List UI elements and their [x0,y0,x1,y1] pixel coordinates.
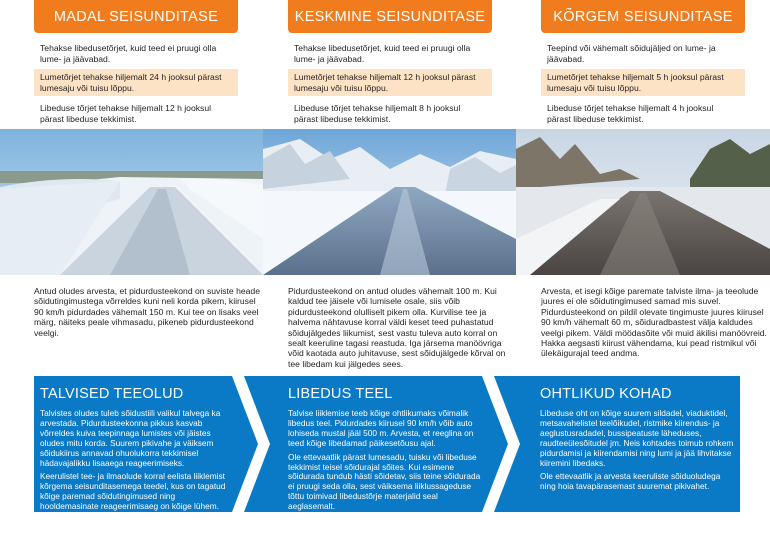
level-medium-text-1: Tehakse libedusetõrjet, kuid teed ei pruugi olla lume- ja jäävabad. [294,43,471,64]
slippery-road-text-2: Ole ettevaatlik pärast lumesadu, tuisku või libeduse tekkimist teisel sõidurajal sõites. Kui esimene sõidurada tundub hästi sõidetav, siis teine sõidurada ei pruugi seda olla, sest väiksema liiklussageduse tõttu toimivad libedustõrje materjalid seal aeglasemalt. [288,451,481,512]
level-low-text-3: Libeduse tõrjet tehakse hiljemalt 12 h jooksul pärast libeduse tekkimist. [40,103,212,124]
level-high-text-1: Teepind või vähemalt sõidujäljed on lume- ja jäävabad. [547,43,716,64]
dangerous-places-text-2: Ole ettevaatlik ja arvesta keeruliste sõiduoludega ning hoia tavapärasemast suuremat pikivahet. [540,471,721,492]
photo-low-level-road [0,129,263,275]
level-low-description: Antud oludes arvesta, et pidurdusteekond on suviste heade sõidutingimustega võrreldes kuni neli korda pikem, kiirusel 90 km/h pidurdades vähemalt 150 m. Kui tee on lisaks veel märg, näiteks peale vihmasadu, pikeneb pidurdusteekond veelgi. [34,286,260,338]
level-high-text-3: Libeduse tõrjet tehakse hiljemalt 4 h jooksul pärast libeduse tekkimist. [547,103,714,124]
winter-conditions-section [40,376,232,512]
level-high-title: KÕRGEM SEISUNDITASE [541,0,745,33]
level-medium-title: KESKMINE SEISUNDITASE [288,0,492,33]
level-high-description: Arvesta, et isegi kõige paremate talviste ilma- ja teeolude juures ei ole sõidutingimused samad mis suvel. Pidurdusteekond on pildil olevate tingimuste juures kiirusel 90 km/h vähemalt 60 m, sõiduradbastest välja kaldudes veelgi pikem. Väldi möödasõite või muid äkilisi manöövreid. Hakka aegsasti kiirust vähendama, kui pead ristmikul või ülekäigurajal teed andma. [541,286,767,359]
level-low-column [34,0,238,124]
slippery-road-text-1: Talvise liiklemise teeb kõige ohtlikumaks võimalik libedus teel. Pidurdades kiirusel 90 km/h võib auto lohiseda mustal jääl 500 m. Arvesta, et reeglina on teed kõige libedamad päikesetõusu ajal. [288,408,474,448]
level-low-text-1: Tehakse libedusetõrjet, kuid teed ei pruugi olla lume- ja jäävabad. [40,43,217,64]
level-low-title: MADAL SEISUNDITASE [34,0,238,33]
winter-conditions-text-2: Keerulistel tee- ja ilmaolude korral eelista liiklemist kõrgema seisunditasemega teedel, kus on tagatud kõige paremad sõidutingimused ning hooldemasinate reageerimisaeg on kõige lühem. [40,471,226,512]
level-high-text-2: Lumetõrjet tehakse hiljemalt 5 h jooksul pärast lumesaju või tuisu lõppu. [541,69,745,96]
level-high-column [541,0,745,124]
photo-medium-level-road [263,129,516,275]
level-medium-text-3: Libeduse tõrjet tehakse hiljemalt 8 h jooksul pärast libeduse tekkimist. [294,103,461,124]
photo-high-level-road [516,129,770,275]
winter-conditions-title: TALVISED TEEOLUD [40,386,184,402]
dangerous-places-text-1: Libeduse oht on kõige suurem sildadel, viaduktidel, metsavahelistel teelõikudel, ristmike kiirendus- ja aeglustusradadel, bussipeatuste läheduses, raudteeülesõitudel jm. Neis kohtades toimub rohkem pidurdamisi ja kiirendamisi ning lumi ja jää lihvitakse kiiremini libedaks. [540,408,734,468]
level-medium-description: Pidurdusteekond on antud oludes vähemalt 100 m. Kui kaldud tee jäisele või lumisele osale, siis võib pidurdusteekond olulliselt pikem olla. Kurvilise tee ja halvema nähtavuse korral väldi keset teed puhastatud sõidujälgedes liikumist, sest vastu tuleva auto korral on sealt keeruline tagasi reastuda. Iga järsema manöövriga võid kaotada auto juhitavuse, sest sõidujälgede kõrval on tee libedam kui jälgedes sees. [288,286,506,369]
dangerous-places-section [540,376,736,492]
slippery-road-section [288,376,482,512]
level-low-text-2: Lumetõrjet tehakse hiljemalt 24 h jooksul pärast lumesaju või tuisu lõppu. [34,69,238,96]
level-medium-text-2: Lumetõrjet tehakse hiljemalt 12 h jooksul pärast lumesaju või tuisu lõppu. [288,69,492,96]
winter-conditions-text-1: Talvistes oludes tuleb sõidustiili valikul talvega ka arvestada. Pidurdusteekonna pikkus kasvab võrreldes kuiva teepinnaga lumistes või jäistes oludes mitu korda. Suurem pikivahe ja väiksem sõidukiirus annavad ohuolukorra tekkimisel hädavajalikku lisaaega reageerimiseks. [40,408,221,468]
road-photos-strip [0,129,770,275]
info-band [34,376,740,512]
level-medium-column [288,0,492,124]
slippery-road-title: LIBEDUS TEEL [288,386,393,402]
dangerous-places-title: OHTLIKUD KOHAD [540,386,672,402]
